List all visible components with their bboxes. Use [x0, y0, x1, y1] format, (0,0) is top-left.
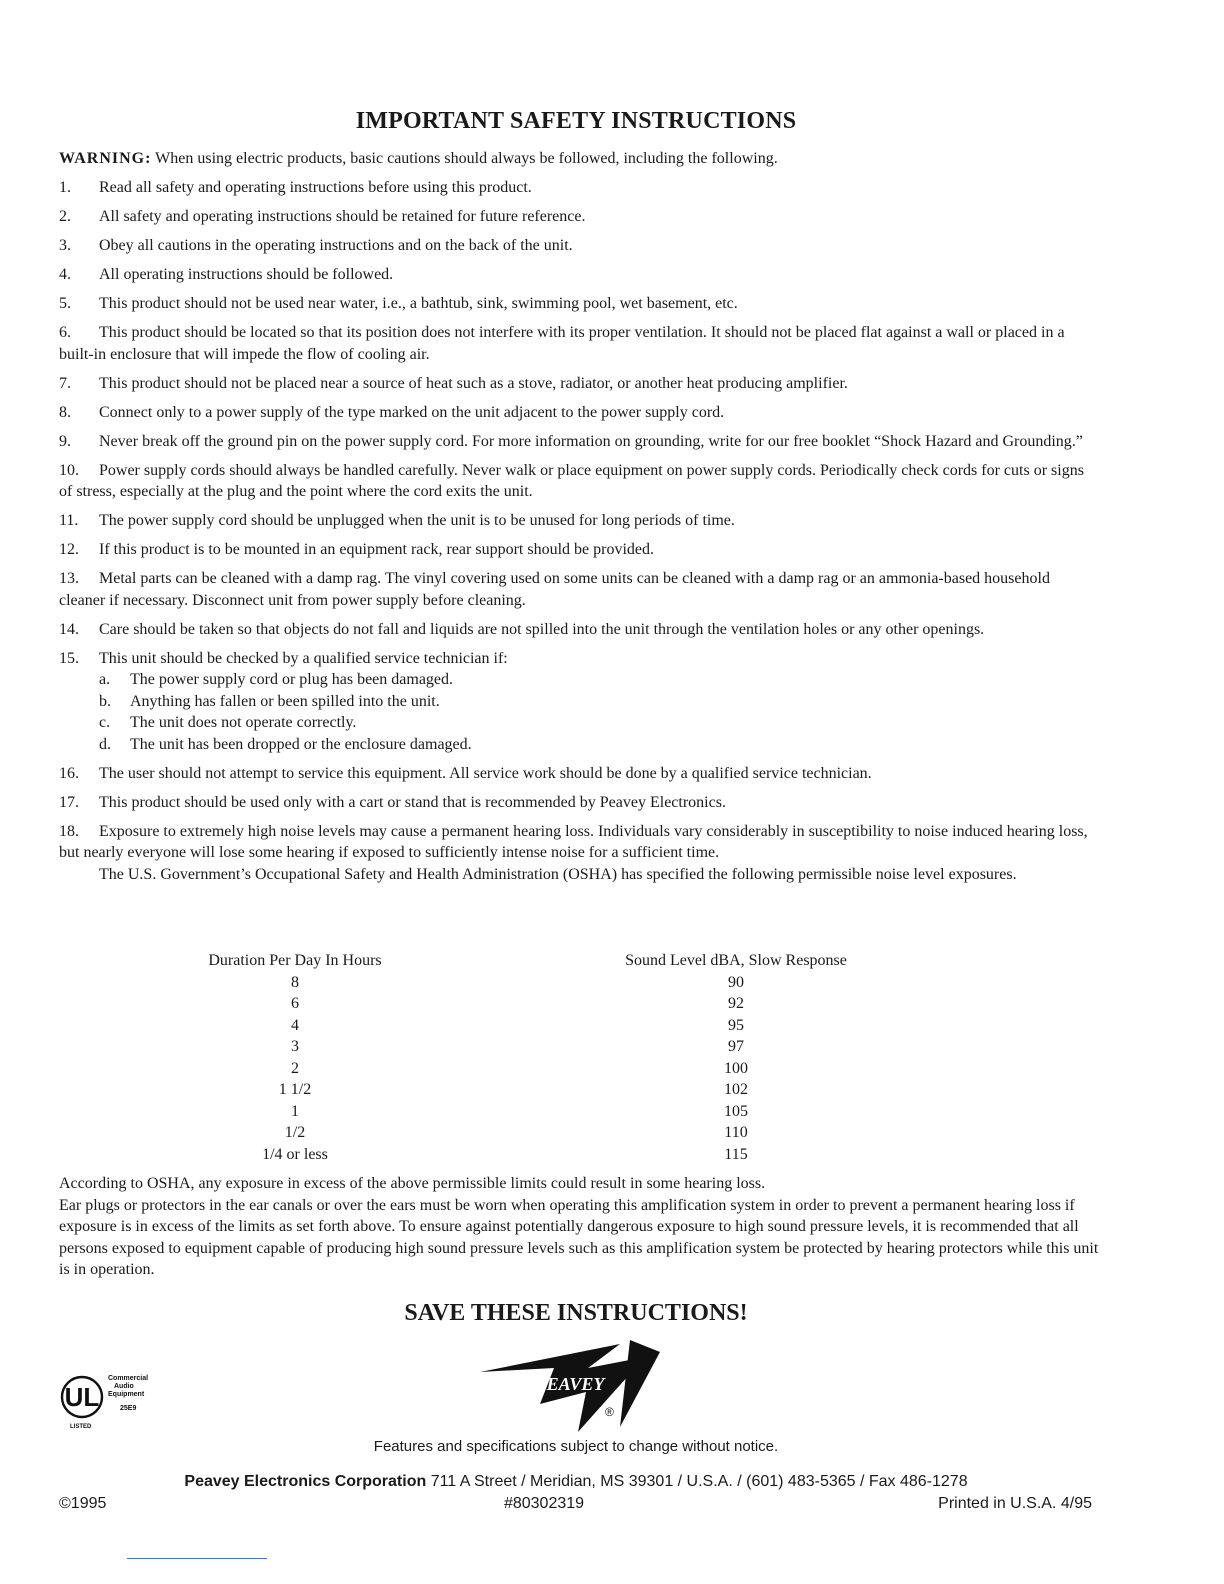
item-number: 4.: [59, 266, 71, 283]
logo-wordmark: PEAVEY: [535, 1374, 605, 1394]
duration-column: [188, 950, 402, 1165]
item-text: This product should be located so that its position does not interfere with its proper ventilation. It should not be placed flat against a wall or placed in a built-in enclosure that will impede the flow of cooling air.: [59, 324, 1065, 363]
item-text: This unit should be checked by a qualified service technician if:: [99, 649, 508, 667]
instructions-list: [59, 177, 1099, 885]
item-number: 1.: [59, 179, 71, 196]
table-cell: 110: [724, 1124, 748, 1141]
specifications-notice: Features and specifications subject to change without notice.: [373, 1438, 779, 1455]
item-number: 17.: [59, 793, 79, 811]
column-header: Duration Per Day In Hours: [208, 952, 382, 969]
item-number: 7.: [59, 374, 71, 392]
item-number: 10.: [59, 461, 79, 479]
item-number: 3.: [59, 237, 71, 254]
item-text: If this product is to be mounted in an equipment rack, rear support should be provided.: [99, 541, 654, 558]
list-item: [59, 293, 1099, 315]
ul-line-2: Audio: [114, 1383, 134, 1390]
peavey-logo: [470, 1332, 670, 1442]
list-item: [59, 206, 1099, 228]
list-item: [59, 568, 1099, 611]
company-name: Peavey Electronics Corporation: [184, 1473, 427, 1490]
item-text: The power supply cord should be unplugged when the unit is to be unused for long periods of time.: [99, 512, 735, 529]
table-cell: 1/4 or less: [262, 1145, 328, 1163]
ul-letters: UL: [64, 1382, 100, 1412]
list-item: [59, 619, 1099, 641]
table-cell: 4: [291, 1016, 299, 1034]
osha-intro: The U.S. Government’s Occupational Safety and Health Administration (OSHA) has specified the following permissible noise level exposures.: [99, 865, 1017, 883]
item-number: 15.: [59, 649, 79, 667]
sub-item-text: The power supply cord or plug has been damaged.: [130, 671, 454, 688]
ul-line-3: Equipment: [108, 1391, 145, 1398]
item-number: 8.: [59, 403, 71, 421]
item-number: 18.: [59, 822, 79, 840]
list-item: [59, 177, 1099, 199]
ul-code: 25E9: [120, 1405, 137, 1412]
sub-list-item: [59, 712, 1099, 734]
list-item: [59, 264, 1099, 286]
sub-item-text: The unit does not operate correctly.: [130, 714, 357, 731]
column-header: Sound Level dBA, Slow Response: [625, 952, 847, 969]
item-number: 11.: [59, 512, 79, 529]
item-number: 2.: [59, 208, 71, 225]
sub-item-letter: d.: [99, 735, 111, 753]
table-cell: 3: [291, 1038, 299, 1055]
sub-item-letter: c.: [99, 714, 111, 731]
printed-info: Printed in U.S.A. 4/95: [938, 1495, 1092, 1512]
address-text: 711 A Street / Meridian, MS 39301 / U.S.A. / (601) 483-5365 / Fax 486-1278: [426, 1473, 968, 1490]
hearing-notes: [59, 1173, 1099, 1281]
sub-item-text: The unit has been dropped or the enclosure damaged.: [130, 735, 472, 753]
item-text: Power supply cords should always be handled carefully. Never walk or place equipment on power supply cords. Periodically check cords for cuts or signs of stress, especially at the plug and the point where the cord exits the unit.: [59, 461, 1084, 500]
item-text: This product should be used only with a cart or stand that is recommended by Peavey Electronics.: [99, 793, 726, 811]
item-text: Never break off the ground pin on the power supply cord. For more information on grounding, write for our free booklet “Shock Hazard and Grounding.”: [99, 432, 1083, 450]
sub-item-letter: b.: [99, 692, 111, 710]
table-cell: 97: [728, 1038, 744, 1055]
warning-intro: [59, 150, 1099, 168]
item-number: 13.: [59, 570, 79, 587]
table-cell: 92: [728, 995, 744, 1012]
list-item: [59, 235, 1099, 257]
company-address: [0, 1473, 1152, 1491]
table-cell: 6: [291, 995, 299, 1012]
sub-list-item: [59, 691, 1099, 713]
list-item: [59, 402, 1099, 424]
page-title: IMPORTANT SAFETY INSTRUCTIONS: [355, 108, 797, 134]
table-cell: 102: [724, 1081, 748, 1098]
sub-list-item: [59, 734, 1099, 756]
item-number: 16.: [59, 764, 79, 782]
list-item: [59, 322, 1099, 365]
list-item: [59, 431, 1099, 453]
list-item: [59, 373, 1099, 395]
item-text: This product should not be placed near a source of heat such as a stove, radiator, or another heat producing amplifier.: [99, 374, 848, 392]
osha-note: According to OSHA, any exposure in excess of the above permissible limits could result in some hearing loss.: [59, 1175, 766, 1192]
item-text: Read all safety and operating instructions before using this product.: [99, 179, 532, 196]
ul-listed-mark: [58, 1373, 168, 1433]
item-text: All safety and operating instructions should be retained for future reference.: [99, 208, 586, 225]
save-instructions-heading: SAVE THESE INSTRUCTIONS!: [404, 1300, 748, 1326]
table-cell: 1 1/2: [278, 1081, 312, 1098]
table-cell: 105: [724, 1102, 748, 1120]
item-text: Connect only to a power supply of the type marked on the unit adjacent to the power supply cord.: [99, 403, 725, 421]
list-item: [59, 539, 1099, 561]
sound-level-column: [606, 950, 866, 1165]
item-text: Care should be taken so that objects do not fall and liquids are not spilled into the unit through the ventilation holes or any other openings.: [99, 620, 985, 638]
part-number: #80302319: [503, 1495, 585, 1512]
ul-listed: LISTED: [70, 1424, 92, 1430]
item-number: 14.: [59, 620, 79, 638]
table-cell: 2: [291, 1059, 299, 1077]
table-cell: 100: [724, 1059, 748, 1077]
warning-label: WARNING:: [59, 150, 152, 167]
table-cell: 1: [291, 1102, 299, 1120]
item-text: This product should not be used near water, i.e., a bathtub, sink, swimming pool, wet basement, etc.: [99, 295, 738, 312]
list-item: [59, 763, 1099, 785]
table-cell: 90: [728, 973, 744, 991]
table-cell: 95: [728, 1016, 744, 1034]
item-number: 12.: [59, 541, 79, 558]
item-text: Obey all cautions in the operating instructions and on the back of the unit.: [99, 237, 573, 254]
ear-protection-note: Ear plugs or protectors in the ear canals or over the ears must be worn when operating this amplification system in order to prevent a permanent hearing loss if exposure is in excess of the limits as set forth above. To ensure against potentially dangerous exposure to high sound pressure levels, it is recommended that all persons exposed to equipment capable of producing high sound pressure levels such as this amplification system be protected by hearing protectors while this unit is in operation.: [59, 1196, 1099, 1278]
sub-list-item: [59, 669, 1099, 691]
sub-item-text: Anything has fallen or been spilled into the unit.: [130, 692, 440, 710]
table-cell: 1/2: [284, 1124, 306, 1141]
list-item: [59, 648, 1099, 670]
ul-line-1: Commercial: [108, 1375, 149, 1382]
item-text: All operating instructions should be followed.: [99, 266, 394, 283]
warning-text: When using electric products, basic cautions should always be followed, including the following.: [151, 150, 778, 167]
list-item: [59, 821, 1099, 864]
item-number: 9.: [59, 432, 71, 450]
list-item: [59, 510, 1099, 532]
list-item: [59, 460, 1099, 503]
registered-mark: ®: [605, 1405, 614, 1419]
item-text: The user should not attempt to service this equipment. All service work should be done by a qualified service technician.: [99, 764, 872, 782]
item-text: Metal parts can be cleaned with a damp rag. The vinyl covering used on some units can be cleaned with a damp rag or an ammonia-based household cleaner if necessary. Disconnect unit from power supply before cleaning.: [59, 570, 1050, 609]
copyright: ©1995: [59, 1495, 107, 1512]
list-item: [59, 792, 1099, 814]
sub-item-letter: a.: [99, 671, 111, 688]
item-text: Exposure to extremely high noise levels may cause a permanent hearing loss. Individuals vary considerably in susceptibility to noise induced hearing loss, but nearly everyone will lose some hearing if exposed to sufficiently intense noise for a sufficient time.: [59, 822, 1088, 861]
item-number: 5.: [59, 295, 71, 312]
table-cell: 115: [724, 1145, 748, 1163]
item-number: 6.: [59, 324, 71, 341]
divider: [127, 1558, 267, 1559]
table-cell: 8: [291, 973, 299, 991]
